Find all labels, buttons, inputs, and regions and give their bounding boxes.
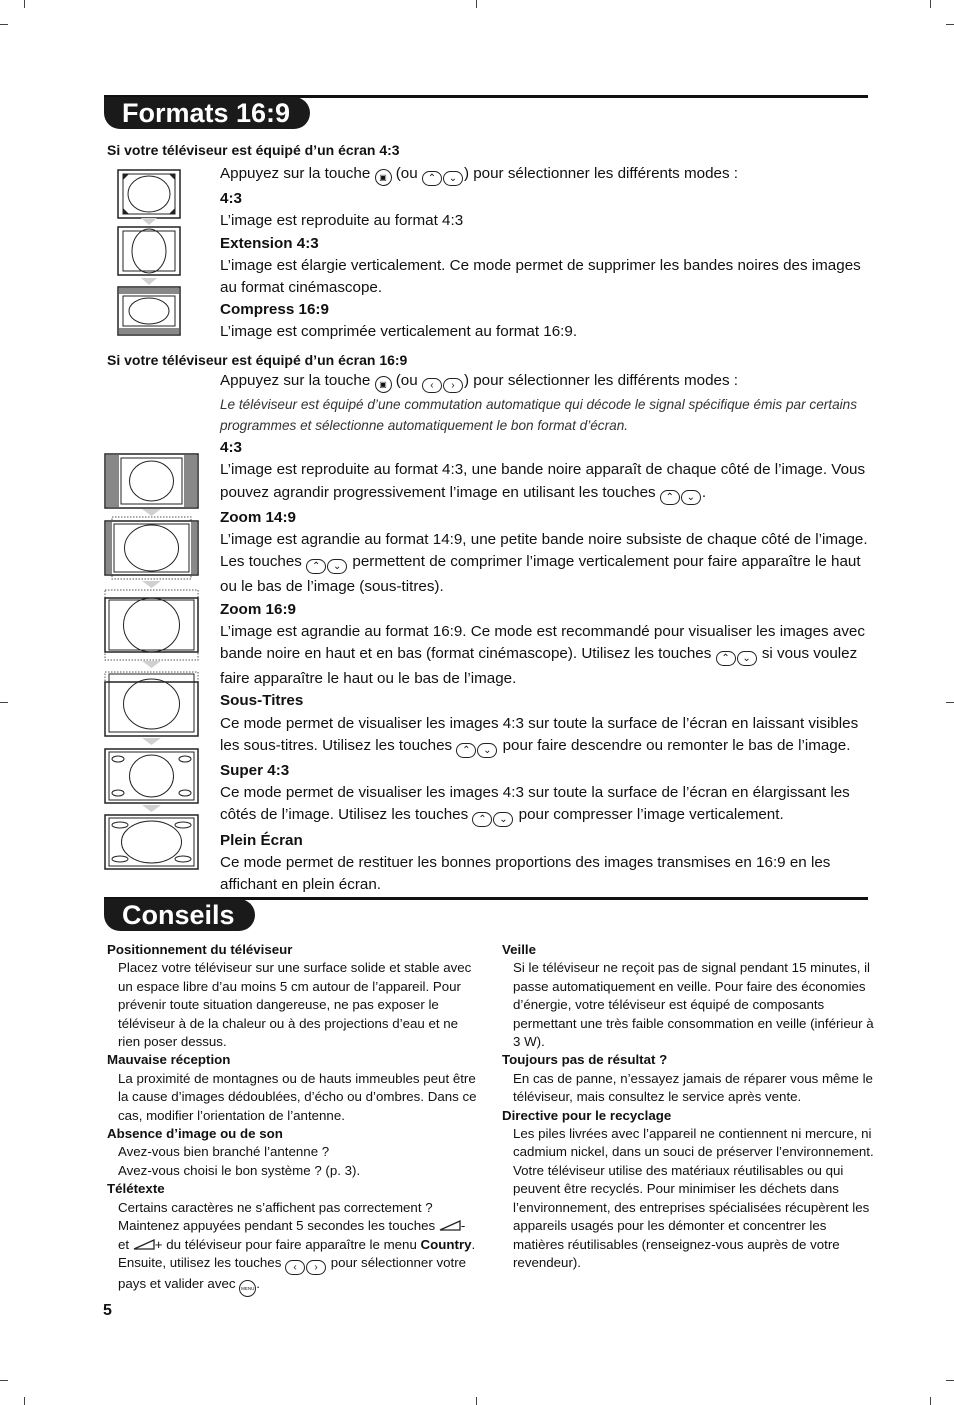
tip-heading: Directive pour le recyclage: [502, 1107, 672, 1123]
left-right-keys-icon: [422, 373, 464, 395]
mode-name: Super 4:3: [220, 762, 290, 780]
mode-text: L’image est comprimée verticalement au format 16:9.: [220, 323, 578, 341]
teletexte-line: Maintenez appuyées pendant 5 secondes les touches: [118, 1218, 436, 1234]
mode-name: 4:3: [220, 439, 242, 457]
conseils-section-header: [104, 897, 868, 931]
conseils-left-column: [107, 941, 479, 1297]
mode-text: Ce mode permet de restituer les bonnes proportions des images transmises en 16:9 en les affichant en plein écran.: [220, 853, 831, 894]
intro-line: [220, 163, 880, 188]
volume-icon: [439, 1220, 461, 1231]
down-key-icon: ⌄: [493, 812, 513, 827]
minus-sign: -: [460, 1218, 466, 1234]
teletexte-line: Certains caractères ne s’affichent pas correctement ?: [118, 1199, 433, 1215]
intro-text-end: ) pour sélectionner les différents modes :: [463, 165, 739, 182]
screen-43-block: [220, 163, 880, 344]
up-key-icon: ⌃: [472, 812, 492, 827]
mode-text-part: Ce mode permet de visualiser les images 4:3 sur toute la surface de l’écran en élargissant les côtés de l’image. Utilisez les touches: [220, 784, 850, 824]
up-key-icon: ⌃: [422, 171, 442, 186]
screen-169-heading: Si votre téléviseur est équipé d’un écran 16:9: [107, 352, 408, 368]
left-key-icon: ‹: [422, 378, 442, 393]
format-diagram-super-43: [104, 737, 199, 805]
crop-mark: [0, 1380, 8, 1381]
up-down-keys-icon: [716, 646, 758, 668]
tip-heading: Toujours pas de résultat ?: [502, 1052, 668, 1068]
crop-mark: [24, 0, 25, 8]
teletexte-end: .: [256, 1276, 260, 1292]
plus-sign: +: [154, 1236, 163, 1252]
up-key-icon: ⌃: [716, 651, 736, 666]
teletexte-text: [107, 1199, 479, 1298]
intro-text-end: ) pour sélectionner les différents modes :: [463, 372, 739, 389]
down-key-icon: ⌄: [443, 171, 463, 186]
format-button-icon: ▣: [375, 376, 392, 393]
mode-text: [220, 621, 880, 691]
mode-text: [220, 459, 880, 506]
teletexte-line: . Ensuite, utilisez les touches: [118, 1236, 476, 1270]
conseils-right-column: [502, 941, 874, 1272]
up-key-icon: ⌃: [306, 559, 326, 574]
left-key-icon: ‹: [285, 1260, 305, 1275]
format-button-icon: ▣: [375, 169, 392, 186]
up-down-keys-icon: [456, 738, 498, 760]
down-key-icon: ⌄: [681, 490, 701, 505]
mode-name: Zoom 16:9: [220, 600, 296, 618]
mode-text-part: .: [701, 483, 707, 501]
auto-switch-note: Le téléviseur est équipé d’une commutation automatique qui décode le signal spécifique émis par certains programmes et sélectionne automatiquement le bon format d’écran.: [220, 397, 858, 433]
intro-or: (ou: [395, 165, 418, 182]
mode-name: Plein Écran: [220, 831, 303, 849]
teletexte-line: pour sélectionner votre pays et valider avec: [118, 1254, 467, 1292]
crop-mark: [476, 1397, 477, 1405]
intro-text: Appuyez sur la touche: [220, 165, 371, 182]
format-diagram-43: [117, 169, 181, 219]
tip-heading: Positionnement du téléviseur: [107, 942, 293, 957]
mode-name: Extension 4:3: [220, 234, 319, 252]
down-key-icon: ⌄: [477, 743, 497, 758]
formats-title: Formats 16:9: [104, 97, 310, 129]
tip-text: Si le téléviseur ne reçoit pas de signal pendant 15 minutes, il passe automatiquement en veille. Pour faire des économies d’énergie, votre téléviseur est équipé de composants permettant une très faible consommation en veille (inférieur à 3 W).: [513, 960, 874, 1050]
down-key-icon: ⌄: [327, 559, 347, 574]
country-menu-label: Country: [420, 1236, 472, 1252]
screen-169-block: [220, 370, 880, 896]
tip-heading: Télétexte: [107, 1181, 165, 1197]
page-number: 5: [103, 1302, 112, 1319]
format-diagram-sous-titres: [104, 660, 199, 738]
tip-text: Les piles livrées avec l’appareil ne contiennent ni mercure, ni cadmium nickel, dans un souci de préserver l’environnement. Votre téléviseur utilise des matériaux réutilisables ou qui peuvent être recyclés. Pour minimiser les déchets dans l’environnement, des entreprises spécialisées récupèrent les appareils usagés pour les démonter et concentrer les matières réutilisables (renseignez-vous auprès de votre revendeur).: [513, 1126, 874, 1270]
format-diagram-169-43: [104, 453, 199, 509]
right-key-icon: ›: [443, 378, 463, 393]
mode-name: Compress 16:9: [220, 301, 329, 319]
tip-heading: Absence d’image ou de son: [107, 1126, 283, 1142]
mode-text: L’image est reproduite au format 4:3: [220, 212, 464, 230]
up-down-keys-icon: [422, 166, 464, 188]
mode-name: Zoom 14:9: [220, 508, 296, 526]
down-key-icon: ⌄: [737, 651, 757, 666]
mode-text: L’image est élargie verticalement. Ce mode permet de supprimer les bandes noires des images au format cinémascope.: [220, 256, 861, 297]
format-diagram-zoom-169: [104, 580, 199, 662]
crop-mark: [0, 702, 8, 703]
crop-mark: [0, 24, 8, 25]
up-down-keys-icon: [660, 485, 702, 507]
crop-mark: [476, 0, 477, 8]
teletexte-et: et: [118, 1236, 130, 1252]
tip-heading: Mauvaise réception: [107, 1052, 231, 1068]
mode-text-part: Ce mode permet de visualiser les images 4:3 sur toute la surface de l’écran en laissant visibles les sous-titres. Utilisez les touches: [220, 714, 859, 754]
left-right-keys-icon: [285, 1257, 327, 1275]
tip-text: Avez-vous bien branché l’antenne ?: [118, 1144, 330, 1160]
crop-mark: [24, 1397, 25, 1405]
tip-text: En cas de panne, n’essayez jamais de réparer vous même le téléviseur, mais consultez le service après vente.: [513, 1070, 873, 1105]
tip-heading: Veille: [502, 942, 537, 957]
mode-text: [220, 529, 880, 599]
teletexte-line: du téléviseur pour faire apparaître le menu: [166, 1236, 417, 1252]
intro-text: Appuyez sur la touche: [220, 372, 371, 389]
mode-text: [220, 782, 880, 829]
format-diagram-compress-169: [117, 278, 181, 336]
mode-text-part: L’image est reproduite au format 4:3, une bande noire apparaît de chaque côté de l’image. Vous pouvez agrandir progressivement l’image en utilisant les touches: [220, 461, 866, 501]
mode-text-part: L’image est agrandie au format 14:9, une petite bande noire subsiste de chaque côté de l’image. Les touches: [220, 531, 868, 571]
conseils-title: Conseils: [104, 899, 255, 931]
menu-button-icon: MENU: [239, 1280, 256, 1297]
intro-line: [220, 370, 880, 395]
format-diagram-extension-43: [117, 218, 181, 276]
mode-text-part: L’image est agrandie au format 16:9. Ce mode est recommandé pour visualiser les images avec bande noire en haut et en bas (format cinémascope). Utilisez les touches: [220, 622, 865, 663]
mode-name: Sous-Titres: [220, 692, 304, 710]
intro-or: (ou: [395, 372, 418, 389]
crop-mark: [930, 1397, 931, 1405]
tip-text: La proximité de montagnes ou de hauts immeubles peut être la cause d’images dédoublées, d’écho ou d’ombres. Dans ce cas, modifier l’orientation de l’antenne.: [118, 1070, 477, 1123]
crop-mark: [930, 0, 931, 8]
mode-name: 4:3: [220, 190, 242, 208]
tip-text: Avez-vous choisi le bon système ? (p. 3).: [118, 1162, 361, 1178]
up-key-icon: ⌃: [660, 490, 680, 505]
up-down-keys-icon: [306, 554, 348, 576]
mode-text-part: pour compresser l’image verticalement.: [518, 806, 784, 824]
up-key-icon: ⌃: [456, 743, 476, 758]
mode-text-part: pour faire descendre ou remonter le bas de l’image.: [502, 736, 851, 754]
right-key-icon: ›: [306, 1260, 326, 1275]
formats-section-header: [104, 95, 868, 129]
crop-mark: [946, 24, 954, 25]
format-diagram-zoom-149: [104, 508, 199, 580]
format-diagram-plein-ecran: [104, 804, 199, 870]
mode-text-part: permettent de comprimer l’image verticalement pour faire apparaître le haut ou le bas de l’image (sous-titres).: [220, 553, 861, 596]
crop-mark: [946, 702, 954, 703]
tip-text: Placez votre téléviseur sur une surface solide et stable avec un espace libre d’au moins 5 cm autour de l’appareil. Pour prévenir toute situation dangereuse, ne pas exposer le téléviseur à de la chaleur ou à des projections d’eau et ne rien poser dessus.: [118, 960, 472, 1050]
volume-icon: [133, 1239, 155, 1250]
screen-43-heading: Si votre téléviseur est équipé d’un écran 4:3: [107, 142, 400, 158]
mode-text-part: si vous voulez faire apparaître le haut ou le bas de l’image.: [220, 645, 858, 688]
up-down-keys-icon: [472, 807, 514, 829]
mode-text: [220, 713, 880, 760]
crop-mark: [946, 1380, 954, 1381]
